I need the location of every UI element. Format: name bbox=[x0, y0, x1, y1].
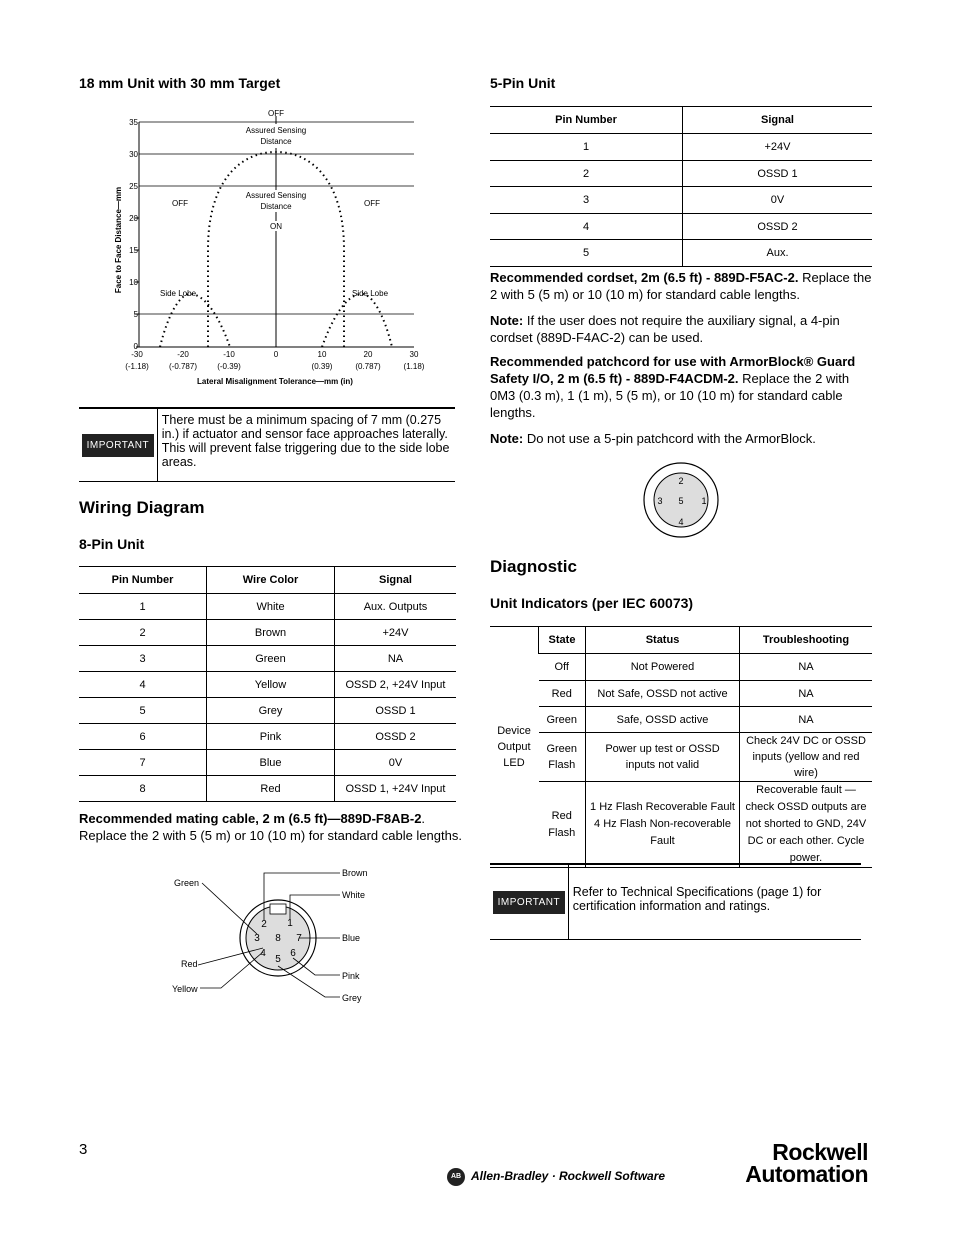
cell: 5 bbox=[79, 698, 207, 724]
cell: NA bbox=[740, 681, 873, 707]
col-header: Wire Color bbox=[207, 567, 335, 594]
pin-label: 8 bbox=[275, 933, 281, 944]
wire-label-green: Green bbox=[174, 878, 200, 888]
table-row bbox=[490, 214, 872, 240]
cell: NA bbox=[335, 646, 457, 672]
cell: 6 bbox=[79, 724, 207, 750]
pin-label: 7 bbox=[296, 933, 302, 944]
important-note bbox=[490, 863, 861, 940]
col-header: Pin Number bbox=[79, 567, 207, 594]
y-tick-label: 20 bbox=[129, 214, 138, 223]
pin-label: 4 bbox=[678, 517, 684, 527]
cell: Green Flash bbox=[539, 733, 586, 782]
table-row bbox=[490, 681, 872, 707]
label-asd-top: Distance bbox=[260, 137, 292, 146]
table-row bbox=[79, 620, 456, 646]
y-tick-label: 0 bbox=[133, 342, 138, 351]
x-tick-label: 30 bbox=[409, 350, 419, 359]
y-ticks bbox=[135, 122, 414, 314]
connector-8pin-diagram bbox=[165, 862, 375, 1012]
cell: +24V bbox=[683, 134, 873, 161]
pin8-subtitle: 8-Pin Unit bbox=[79, 536, 145, 552]
diagnostic-table bbox=[490, 626, 872, 868]
cell: NA bbox=[740, 707, 873, 733]
table-row bbox=[490, 733, 872, 782]
pin-label: 1 bbox=[701, 496, 707, 506]
label-asd-mid: Assured Sensing bbox=[245, 191, 307, 200]
cell: OSSD 2, +24V Input bbox=[335, 672, 457, 698]
cordset-text: Replace the 2 with 5 (5 m) or 10 (10 m) for standard cable lengths. bbox=[490, 270, 872, 302]
x-tick-label: -20 bbox=[177, 350, 189, 359]
cell: 8 bbox=[79, 776, 207, 802]
col-header: Signal bbox=[335, 567, 457, 594]
x-tick-label: -10 bbox=[223, 350, 235, 359]
diagnostic-title: Diagnostic bbox=[490, 557, 577, 576]
wire-label-blue: Blue bbox=[342, 933, 361, 943]
cell: 1 bbox=[79, 594, 207, 620]
table-row bbox=[79, 594, 456, 620]
page-number: 3 bbox=[79, 1141, 88, 1158]
table-row bbox=[490, 707, 872, 733]
x-tick-label: -30 bbox=[131, 350, 143, 359]
x-tick-label: (-0.39) bbox=[217, 362, 241, 371]
brand-line: Allen-Bradley · Rockwell Software bbox=[471, 1169, 666, 1183]
table-row bbox=[490, 240, 872, 267]
table-row bbox=[490, 187, 872, 214]
pin-label: 6 bbox=[290, 948, 296, 959]
col-header: Troubleshooting bbox=[740, 627, 873, 654]
pin-label: 2 bbox=[678, 476, 684, 486]
cell: 0V bbox=[683, 187, 873, 214]
cell: 3 bbox=[79, 646, 207, 672]
logo-line: Rockwell bbox=[772, 1139, 868, 1165]
label-off-left: OFF bbox=[172, 199, 188, 208]
pin-label: 5 bbox=[678, 496, 684, 506]
table-row bbox=[79, 646, 456, 672]
label-asd-top: Assured Sensing bbox=[245, 126, 307, 135]
cell: +24V bbox=[335, 620, 457, 646]
side-lobe-left-curve bbox=[160, 294, 230, 347]
cell: Check 24V DC or OSSD inputs (yellow and red wire) bbox=[740, 733, 873, 782]
cell: Red bbox=[207, 776, 335, 802]
label-on: ON bbox=[270, 222, 282, 231]
patchcord-note bbox=[490, 353, 875, 421]
cell: NA bbox=[740, 654, 873, 681]
col-header: Signal bbox=[683, 107, 873, 134]
y-tick-label: 35 bbox=[129, 118, 138, 127]
patchcord-text: Replace the 2 with 0M3 (0.3 m), 1 (1 m), 5 (5 m), or 10 (10 m) for standard cable lengths. bbox=[490, 371, 850, 420]
cell: Safe, OSSD active bbox=[586, 707, 740, 733]
logo-line: Automation bbox=[745, 1161, 868, 1187]
wire-label-brown: Brown bbox=[342, 868, 368, 878]
cell: Red Flash bbox=[539, 782, 586, 868]
wire-label-pink: Pink bbox=[342, 971, 360, 981]
table-row bbox=[79, 698, 456, 724]
cell: Recoverable fault —check OSSD outputs are not shorted to GND, 24V DC or each other. Cycle power. bbox=[740, 782, 873, 868]
y-tick-label: 15 bbox=[129, 246, 138, 255]
cell: Not Safe, OSSD not active bbox=[586, 681, 740, 707]
note-auxiliary bbox=[490, 312, 875, 346]
x-tick-label: (-1.18) bbox=[125, 362, 149, 371]
pin5-table bbox=[490, 106, 872, 267]
cell: Red bbox=[539, 681, 586, 707]
col-header: State bbox=[539, 627, 586, 654]
col-header: Pin Number bbox=[490, 107, 683, 134]
cell: 4 bbox=[490, 214, 683, 240]
cell: 0V bbox=[335, 750, 457, 776]
label-asd-mid: Distance bbox=[260, 202, 292, 211]
x-tick-label: 20 bbox=[363, 350, 373, 359]
cell: OSSD 1 bbox=[683, 161, 873, 187]
x-tick-label: (0.39) bbox=[311, 362, 333, 371]
table-row bbox=[79, 750, 456, 776]
chart-heading: 18 mm Unit with 30 mm Target bbox=[79, 75, 281, 91]
table-row bbox=[79, 724, 456, 750]
table-row bbox=[490, 134, 872, 161]
cordset-part-number: Recommended cordset, 2m (6.5 ft) - 889D-F5AC-2. bbox=[490, 270, 799, 285]
label-off-top: OFF bbox=[268, 109, 284, 118]
cell: Yellow bbox=[207, 672, 335, 698]
cell: OSSD 1 bbox=[335, 698, 457, 724]
wiring-title: Wiring Diagram bbox=[79, 498, 205, 517]
mating-cable-part-number: Recommended mating cable, 2 m (6.5 ft)—889D-F8AB-2 bbox=[79, 811, 422, 826]
pin-label: 4 bbox=[260, 948, 266, 959]
cell: 5 bbox=[490, 240, 683, 267]
table-row bbox=[79, 672, 456, 698]
cell: 3 bbox=[490, 187, 683, 214]
pin8-table bbox=[79, 566, 456, 802]
note-text: If the user does not require the auxiliary signal, a 4-pin cordset (889D-F4AC-2) can be used. bbox=[490, 313, 840, 345]
wire-label-grey: Grey bbox=[342, 993, 362, 1003]
y-axis-title: Face to Face Distance—mm bbox=[114, 186, 123, 294]
cordset-note bbox=[490, 269, 875, 303]
x-tick-label: 10 bbox=[317, 350, 327, 359]
important-label: IMPORTANT bbox=[493, 891, 565, 914]
important-label: IMPORTANT bbox=[82, 434, 154, 457]
cell: Green bbox=[207, 646, 335, 672]
cell: OSSD 2 bbox=[683, 214, 873, 240]
wire-label-white: White bbox=[342, 890, 366, 900]
important-text: There must be a minimum spacing of 7 mm (0.275 in.) if actuator and sensor face approaches laterally. This will prevent false triggering due to the side lobe areas. bbox=[161, 413, 450, 469]
wire-label-red: Red bbox=[181, 959, 198, 969]
table-row bbox=[79, 776, 456, 802]
rockwell-logo bbox=[704, 1141, 868, 1185]
table-row bbox=[490, 161, 872, 187]
cell: Aux. Outputs bbox=[335, 594, 457, 620]
mating-cable-text: . Replace the 2 with 5 (5 m) or 10 (10 m) for standard cable lengths. bbox=[79, 811, 462, 843]
cell: 1 Hz Flash Recoverable Fault 4 Hz Flash Non-recoverable Fault bbox=[586, 782, 740, 868]
cell: OSSD 1, +24V Input bbox=[335, 776, 457, 802]
pin-label: 5 bbox=[275, 954, 281, 965]
col-header: Status bbox=[586, 627, 740, 654]
patchcord-part-number: Recommended patchcord for use with ArmorBlock® Guard Safety I/O, 2 m (6.5 ft) - 889D-F4ACDM-2. bbox=[490, 354, 856, 386]
pin-label: 2 bbox=[261, 919, 267, 930]
cell: Off bbox=[539, 654, 586, 681]
label-side-lobe-right: Side Lobe bbox=[351, 289, 389, 298]
y-tick-label: 5 bbox=[133, 310, 138, 319]
cell: White bbox=[207, 594, 335, 620]
cell: Green bbox=[539, 707, 586, 733]
diagnostic-subtitle: Unit Indicators (per IEC 60073) bbox=[490, 595, 694, 611]
pin-label: 3 bbox=[254, 933, 260, 944]
label-side-lobe-left: Side Lobe bbox=[159, 289, 197, 298]
note-armorblock bbox=[490, 430, 875, 447]
important-text: Refer to Technical Specifications (page 1) for certification information and ratings. bbox=[572, 885, 822, 913]
cell: OSSD 2 bbox=[335, 724, 457, 750]
x-axis-title: Lateral Misalignment Tolerance—mm (in) bbox=[197, 377, 353, 386]
cell: Pink bbox=[207, 724, 335, 750]
cell: 1 bbox=[490, 134, 683, 161]
important-note bbox=[79, 407, 455, 482]
x-tick-label: (1.18) bbox=[403, 362, 425, 371]
ab-logo-icon: AB bbox=[447, 1168, 465, 1186]
pin5-subtitle: 5-Pin Unit bbox=[490, 75, 556, 91]
note-label: Note: bbox=[490, 313, 524, 328]
note-label: Note: bbox=[490, 431, 524, 446]
wire-label-yellow: Yellow bbox=[172, 984, 198, 994]
cell: 2 bbox=[490, 161, 683, 187]
side-lobe-right-curve bbox=[322, 294, 392, 347]
table-row bbox=[490, 654, 872, 681]
cell: 7 bbox=[79, 750, 207, 776]
x-tick-label: (0.787) bbox=[355, 362, 381, 371]
mating-cable-note bbox=[79, 810, 464, 844]
cell: Aux. bbox=[683, 240, 873, 267]
y-tick-label: 10 bbox=[129, 278, 138, 287]
cell: Brown bbox=[207, 620, 335, 646]
x-tick-label: (-0.787) bbox=[168, 362, 198, 371]
cell: Blue bbox=[207, 750, 335, 776]
pin-label: 1 bbox=[287, 918, 293, 929]
cell: Not Powered bbox=[586, 654, 740, 681]
y-tick-label: 30 bbox=[129, 150, 138, 159]
x-tick-label: 0 bbox=[273, 350, 279, 359]
label-off-right: OFF bbox=[364, 199, 380, 208]
cell: Grey bbox=[207, 698, 335, 724]
cell: 4 bbox=[79, 672, 207, 698]
row-group-label: Device Output LED bbox=[490, 627, 539, 868]
cell: Power up test or OSSD inputs not valid bbox=[586, 733, 740, 782]
sensing-range-chart bbox=[108, 104, 448, 394]
y-tick-label: 25 bbox=[129, 182, 138, 191]
pin-label: 3 bbox=[657, 496, 663, 506]
cell: 2 bbox=[79, 620, 207, 646]
connector-5pin-diagram bbox=[642, 462, 722, 540]
note-text: Do not use a 5-pin patchcord with the ArmorBlock. bbox=[523, 431, 816, 446]
table-row bbox=[490, 782, 872, 868]
